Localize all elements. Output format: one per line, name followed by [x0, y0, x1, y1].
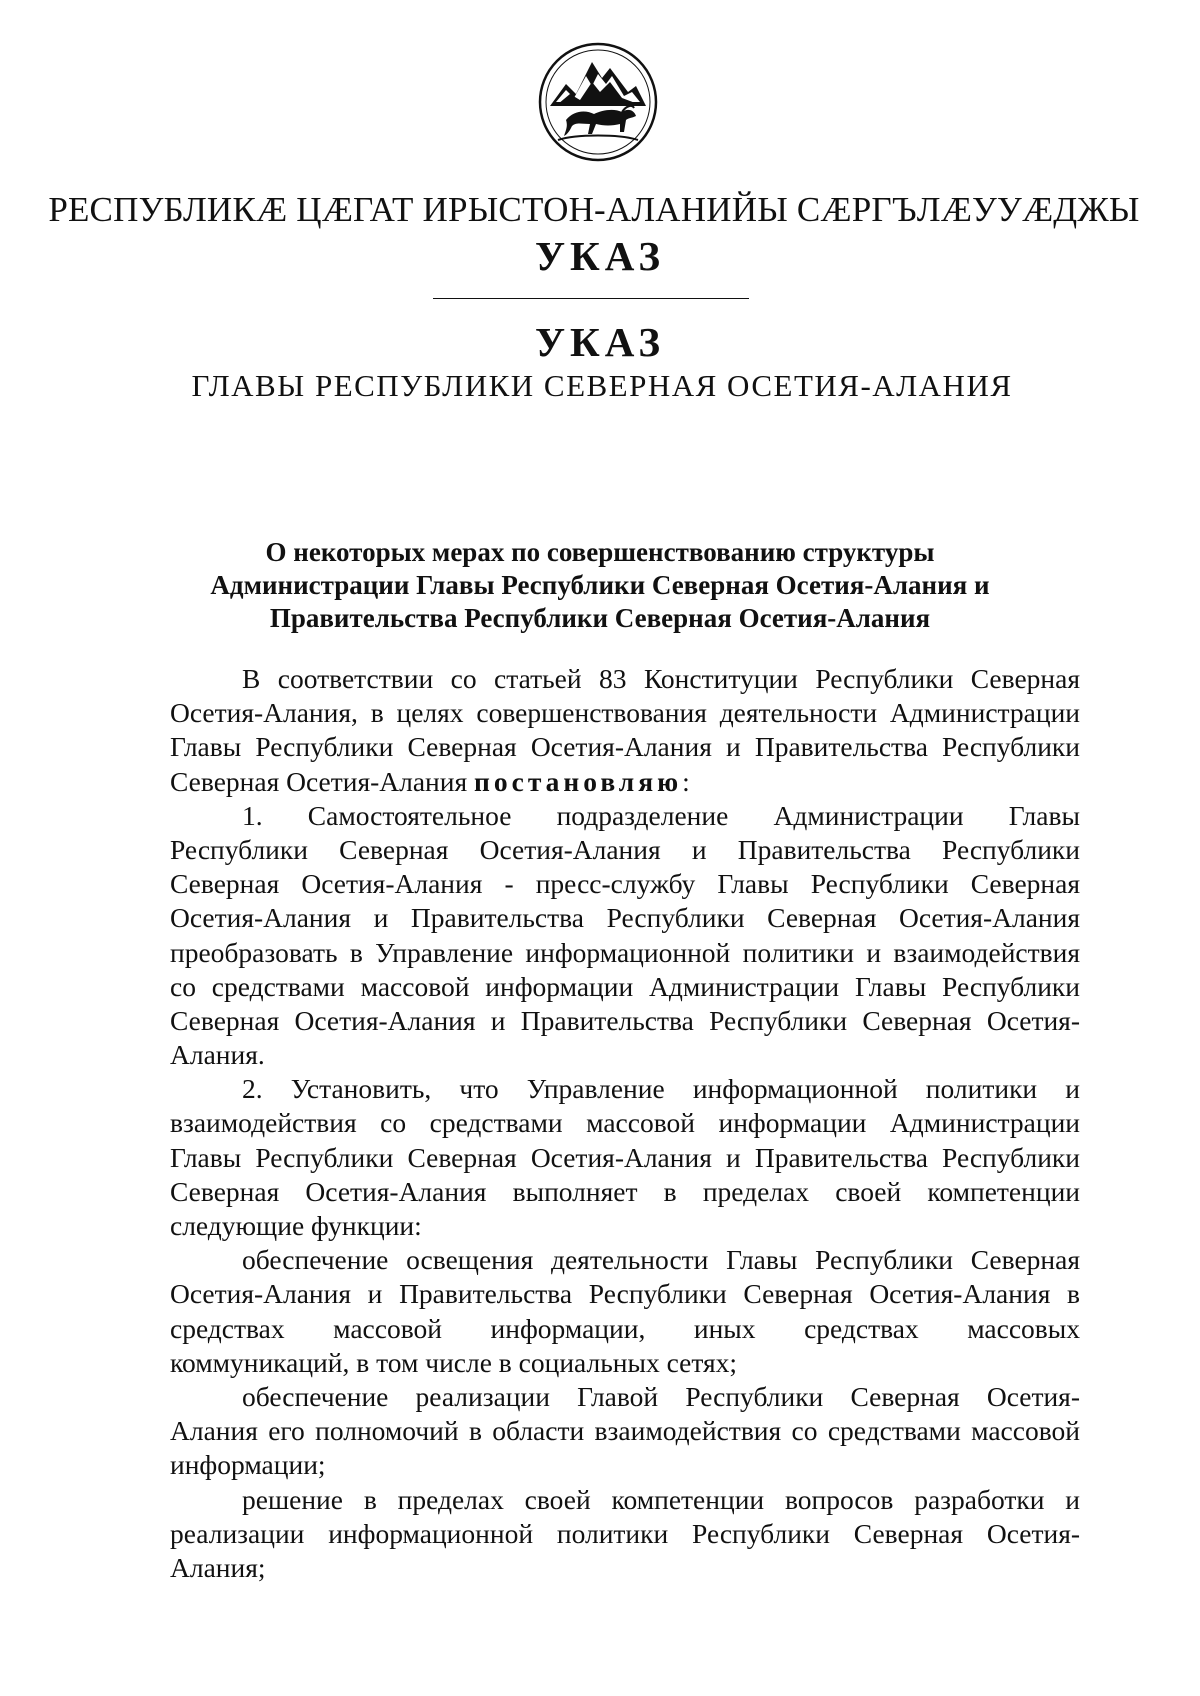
title-line: Правительства Республики Северная Осетия-Алания	[269, 603, 931, 633]
function-2-last-line: информации;	[170, 1449, 326, 1481]
preamble-last-line	[170, 765, 1080, 799]
function-3-line: решение в пределах своей компетенции вопросов разработки и	[242, 1483, 1080, 1515]
item-1-line: Северная Осетия-Алания - пресс-службу Главы Республики Северная	[170, 868, 1080, 900]
item-1-word: Администрации	[773, 799, 964, 831]
ukaz-heading-russian: УКАЗ	[534, 319, 666, 365]
item-1-line: Северная Осетия-Алания и Правительства Республики Северная Осетия-	[170, 1004, 1080, 1036]
divider-line	[433, 298, 749, 299]
decree-colon: :	[682, 765, 690, 797]
ossetian-title: РЕСПУБЛИКӔ ЦӔГАТ ИРЫСТОН-АЛАНИЙЫ СӔРГЪЛӔУУӔДЖЫ	[48, 190, 1140, 229]
item-1-last-line: Алания.	[170, 1039, 265, 1071]
item-2-line: взаимодействия со средствами массовой информации Администрации	[170, 1107, 1080, 1139]
item-1-first-line	[170, 799, 1080, 833]
function-1-line: Осетия-Алания и Правительства Республики Северная Осетия-Алания в	[170, 1278, 1080, 1310]
document-title	[0, 536, 1200, 635]
preamble-text: Северная Осетия-Алания	[170, 765, 475, 797]
item-1-line: преобразовать в Управление информационной политики и взаимодействия	[170, 936, 1080, 968]
function-3-last-line: Алания;	[170, 1551, 266, 1583]
title-line: О некоторых мерах по совершенствованию структуры	[265, 537, 935, 567]
russian-title: ГЛАВЫ РЕСПУБЛИКИ СЕВЕРНАЯ ОСЕТИЯ-АЛАНИЯ	[191, 368, 1013, 403]
item-1-line: Республики Северная Осетия-Алания и Правительства Республики	[170, 833, 1080, 865]
function-1-line: обеспечение освещения деятельности Главы Республики Северная	[242, 1244, 1080, 1276]
title-line: Администрации Главы Республики Северная Осетия-Алания и	[210, 570, 990, 600]
item-1-word: 1.	[242, 799, 263, 831]
item-1-word: Самостоятельное	[307, 799, 512, 831]
function-1-line: средствах массовой информации, иных средствах массовых	[170, 1312, 1080, 1344]
ukaz-heading-ossetian: УКАЗ	[534, 233, 666, 279]
item-2-line: 2. Установить, что Управление информационной политики и	[242, 1073, 1080, 1105]
item-2-line: Северная Осетия-Алания выполняет в пределах своей компетенции	[170, 1175, 1080, 1207]
item-1-word: Главы	[1008, 799, 1080, 831]
preamble-line: В соответствии со статьей 83 Конституции Республики Северная	[242, 663, 1080, 694]
item-2-line: Главы Республики Северная Осетия-Алания и Правительства Республики	[170, 1141, 1080, 1173]
decree-word: постановляю	[474, 765, 683, 797]
coat-of-arms-emblem	[536, 40, 660, 164]
item-1-line: Осетия-Алания и Правительства Республики Северная Осетия-Алания	[170, 902, 1080, 934]
preamble-line: Главы Республики Северная Осетия-Алания и Правительства Республики	[170, 731, 1080, 763]
preamble-line: Осетия-Алания, в целях совершенствования деятельности Администрации	[170, 697, 1080, 729]
item-1-line: со средствами массовой информации Администрации Главы Республики	[170, 970, 1080, 1002]
function-2-line: обеспечение реализации Главой Республики Северная Осетия-	[242, 1380, 1080, 1412]
item-1-word: подразделение	[556, 799, 729, 831]
function-1-last-line: коммуникаций, в том числе в социальных сетях;	[170, 1346, 738, 1378]
item-2-last-line: следующие функции:	[170, 1210, 422, 1241]
function-3-line: реализации информационной политики Республики Северная Осетия-	[170, 1517, 1080, 1549]
function-2-line: Алания его полномочий в области взаимодействия со средствами массовой	[170, 1415, 1080, 1447]
document-body	[170, 662, 1080, 1585]
